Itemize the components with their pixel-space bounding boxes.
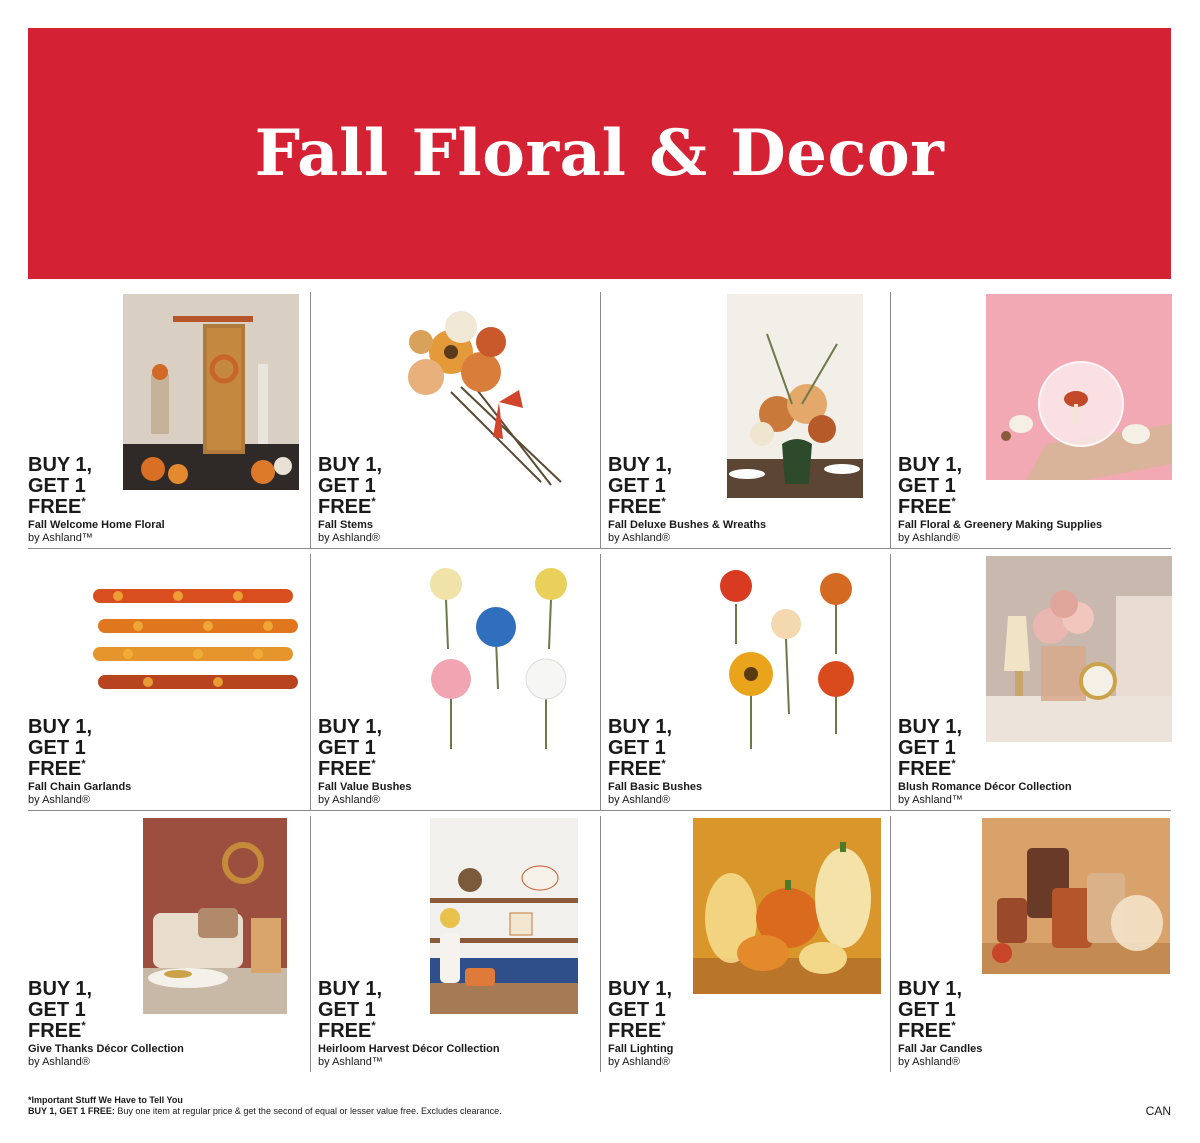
product-name: Fall Chain Garlands bbox=[28, 781, 132, 793]
product-brand: by Ashland® bbox=[318, 532, 380, 544]
value-bushes-photo bbox=[426, 559, 576, 754]
product-card-welcome-home-floral[interactable] bbox=[28, 292, 318, 548]
product-name: Fall Welcome Home Floral bbox=[28, 519, 165, 531]
bushes-photo bbox=[727, 294, 863, 498]
product-brand: by Ashland® bbox=[28, 1056, 90, 1068]
blush-romance-photo bbox=[986, 556, 1172, 742]
product-card-heirloom-harvest[interactable] bbox=[310, 816, 601, 1072]
product-card-deluxe-bushes[interactable] bbox=[600, 292, 891, 548]
product-brand: by Ashland™ bbox=[318, 1056, 383, 1068]
bogo-offer: BUY 1, GET 1 FREE* bbox=[608, 716, 673, 780]
bogo-offer: BUY 1, GET 1 FREE* bbox=[608, 454, 673, 518]
fall-lighting-photo bbox=[693, 818, 881, 994]
header-banner bbox=[28, 28, 1171, 279]
product-name: Fall Floral & Greenery Making Supplies bbox=[898, 519, 1103, 531]
region-code: CAN bbox=[1145, 1104, 1171, 1118]
fine-print bbox=[28, 1095, 502, 1117]
bogo-offer: BUY 1, GET 1 FREE* bbox=[318, 454, 383, 518]
product-card-value-bushes[interactable] bbox=[310, 554, 601, 810]
bogo-offer: BUY 1, GET 1 FREE* bbox=[608, 978, 673, 1042]
product-card-blush-romance[interactable] bbox=[890, 554, 1181, 810]
bogo-offer: BUY 1, GET 1 FREE* bbox=[898, 716, 963, 780]
product-brand: by Ashland® bbox=[28, 794, 90, 806]
stems-photo bbox=[381, 297, 571, 487]
product-brand: by Ashland® bbox=[898, 532, 960, 544]
product-brand: by Ashland® bbox=[608, 1056, 670, 1068]
row-divider bbox=[28, 548, 1171, 549]
product-name: Give Thanks Décor Collection bbox=[28, 1043, 184, 1055]
product-card-floral-supplies[interactable] bbox=[890, 292, 1181, 548]
product-brand: by Ashland® bbox=[898, 1056, 960, 1068]
bogo-offer: BUY 1, GET 1 FREE* bbox=[318, 978, 383, 1042]
product-name: Fall Stems bbox=[318, 519, 374, 531]
fine-print-heading: *Important Stuff We Have to Tell You bbox=[28, 1095, 183, 1105]
basic-bushes-photo bbox=[701, 564, 861, 754]
porch-photo bbox=[123, 294, 299, 490]
give-thanks-photo bbox=[143, 818, 287, 1014]
product-card-fall-stems[interactable] bbox=[310, 292, 601, 548]
bogo-offer: BUY 1, GET 1 FREE* bbox=[28, 454, 93, 518]
product-name: Fall Basic Bushes bbox=[608, 781, 703, 793]
heirloom-harvest-photo bbox=[430, 818, 578, 1014]
product-card-chain-garlands[interactable] bbox=[28, 554, 318, 810]
product-name: Fall Lighting bbox=[608, 1043, 674, 1055]
product-brand: by Ashland® bbox=[608, 532, 670, 544]
product-brand: by Ashland® bbox=[608, 794, 670, 806]
fine-print-body: BUY 1, GET 1 FREE: Buy one item at regular price & get the second of equal or lesser value free. Excludes clearance. bbox=[28, 1106, 502, 1116]
bogo-offer: BUY 1, GET 1 FREE* bbox=[898, 454, 963, 518]
bogo-offer: BUY 1, GET 1 FREE* bbox=[318, 716, 383, 780]
product-card-basic-bushes[interactable] bbox=[600, 554, 891, 810]
page-title: Fall Floral & Decor bbox=[254, 116, 945, 191]
product-name: Heirloom Harvest Décor Collection bbox=[318, 1043, 500, 1055]
product-name: Fall Value Bushes bbox=[318, 781, 412, 793]
product-name: Blush Romance Décor Collection bbox=[898, 781, 1072, 793]
product-name: Fall Jar Candles bbox=[898, 1043, 983, 1055]
product-brand: by Ashland® bbox=[318, 794, 380, 806]
glass-pumpkin-photo bbox=[986, 294, 1172, 480]
jar-candles-photo bbox=[982, 818, 1170, 974]
bogo-offer: BUY 1, GET 1 FREE* bbox=[28, 978, 93, 1042]
garlands-photo bbox=[88, 579, 300, 699]
product-card-jar-candles[interactable] bbox=[890, 816, 1181, 1072]
product-brand: by Ashland™ bbox=[28, 532, 93, 544]
product-brand: by Ashland™ bbox=[898, 794, 963, 806]
bogo-offer: BUY 1, GET 1 FREE* bbox=[898, 978, 963, 1042]
row-divider bbox=[28, 810, 1171, 811]
bogo-offer: BUY 1, GET 1 FREE* bbox=[28, 716, 93, 780]
product-card-fall-lighting[interactable] bbox=[600, 816, 891, 1072]
product-name: Fall Deluxe Bushes & Wreaths bbox=[608, 519, 767, 531]
product-card-give-thanks[interactable] bbox=[28, 816, 318, 1072]
